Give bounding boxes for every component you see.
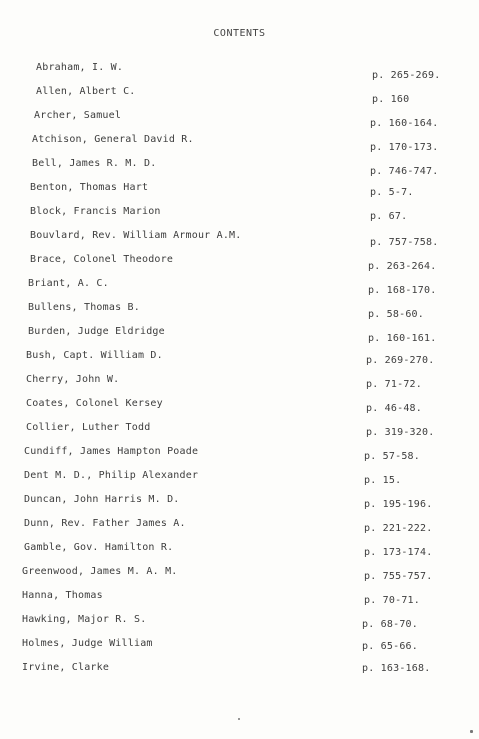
- entry-name: Archer, Samuel: [34, 110, 122, 121]
- entry-name: Dunn, Rev. Father James A.: [24, 518, 186, 529]
- entry-pages: p. 57-58.: [364, 451, 420, 462]
- entry-pages: p. 58-60.: [368, 309, 424, 320]
- entry-name: Atchison, General David R.: [32, 134, 194, 145]
- entry-pages: p. 195-196.: [364, 499, 433, 510]
- entry-name: Irvine, Clarke: [22, 662, 110, 673]
- entry-pages: p. 160-161.: [368, 333, 437, 344]
- entry-name: Holmes, Judge William: [22, 638, 153, 649]
- page-title: CONTENTS: [213, 28, 266, 39]
- entry-pages: p. 755-757.: [364, 571, 433, 582]
- entry-name: Bell, James R. M. D.: [32, 158, 157, 169]
- entry-name: Briant, A. C.: [28, 278, 109, 289]
- ink-speck: [238, 718, 240, 720]
- entry-name: Collier, Luther Todd: [26, 422, 151, 433]
- entry-name: Burden, Judge Eldridge: [28, 326, 165, 337]
- entry-pages: p. 757-758.: [370, 237, 439, 248]
- entry-name: Bullens, Thomas B.: [28, 302, 140, 313]
- entry-name: Cundiff, James Hampton Poade: [24, 446, 199, 457]
- entry-name: Hanna, Thomas: [22, 590, 103, 601]
- entry-pages: p. 5-7.: [370, 187, 414, 198]
- entry-pages: p. 65-66.: [362, 641, 418, 652]
- entry-pages: p. 67.: [370, 211, 408, 222]
- entry-name: Greenwood, James M. A. M.: [22, 566, 178, 577]
- entry-pages: p. 263-264.: [368, 261, 437, 272]
- entry-name: Duncan, John Harris M. D.: [24, 494, 180, 505]
- entry-name: Bush, Capt. William D.: [26, 350, 163, 361]
- entry-name: Hawking, Major R. S.: [22, 614, 147, 625]
- entry-name: Benton, Thomas Hart: [30, 182, 149, 193]
- entry-pages: p. 70-71.: [364, 595, 420, 606]
- entry-pages: p. 160-164.: [370, 118, 439, 129]
- entry-name: Allen, Albert C.: [36, 86, 136, 97]
- entry-name: Abraham, I. W.: [36, 62, 124, 73]
- entry-name: Coates, Colonel Kersey: [26, 398, 163, 409]
- entry-pages: p. 163-168.: [362, 663, 431, 674]
- entry-pages: p. 15.: [364, 475, 402, 486]
- entry-pages: p. 68-70.: [362, 619, 418, 630]
- entry-pages: p. 746-747.: [370, 166, 439, 177]
- entry-name: Cherry, John W.: [26, 374, 120, 385]
- entry-pages: p. 221-222.: [364, 523, 433, 534]
- entry-pages: p. 168-170.: [368, 285, 437, 296]
- entry-pages: p. 269-270.: [366, 355, 435, 366]
- entry-pages: p. 319-320.: [366, 427, 435, 438]
- entry-name: Dent M. D., Philip Alexander: [24, 470, 199, 481]
- entry-name: Block, Francis Marion: [30, 206, 161, 217]
- entry-name: Bouvlard, Rev. William Armour A.M.: [30, 230, 242, 241]
- entry-pages: p. 170-173.: [370, 142, 439, 153]
- entry-pages: p. 46-48.: [366, 403, 422, 414]
- ink-speck: [470, 730, 473, 733]
- entry-pages: p. 71-72.: [366, 379, 422, 390]
- entry-pages: p. 265-269.: [372, 70, 441, 81]
- entry-pages: p. 173-174.: [364, 547, 433, 558]
- entry-pages: p. 160: [372, 94, 410, 105]
- entry-name: Brace, Colonel Theodore: [30, 254, 174, 265]
- entry-name: Gamble, Gov. Hamilton R.: [24, 542, 174, 553]
